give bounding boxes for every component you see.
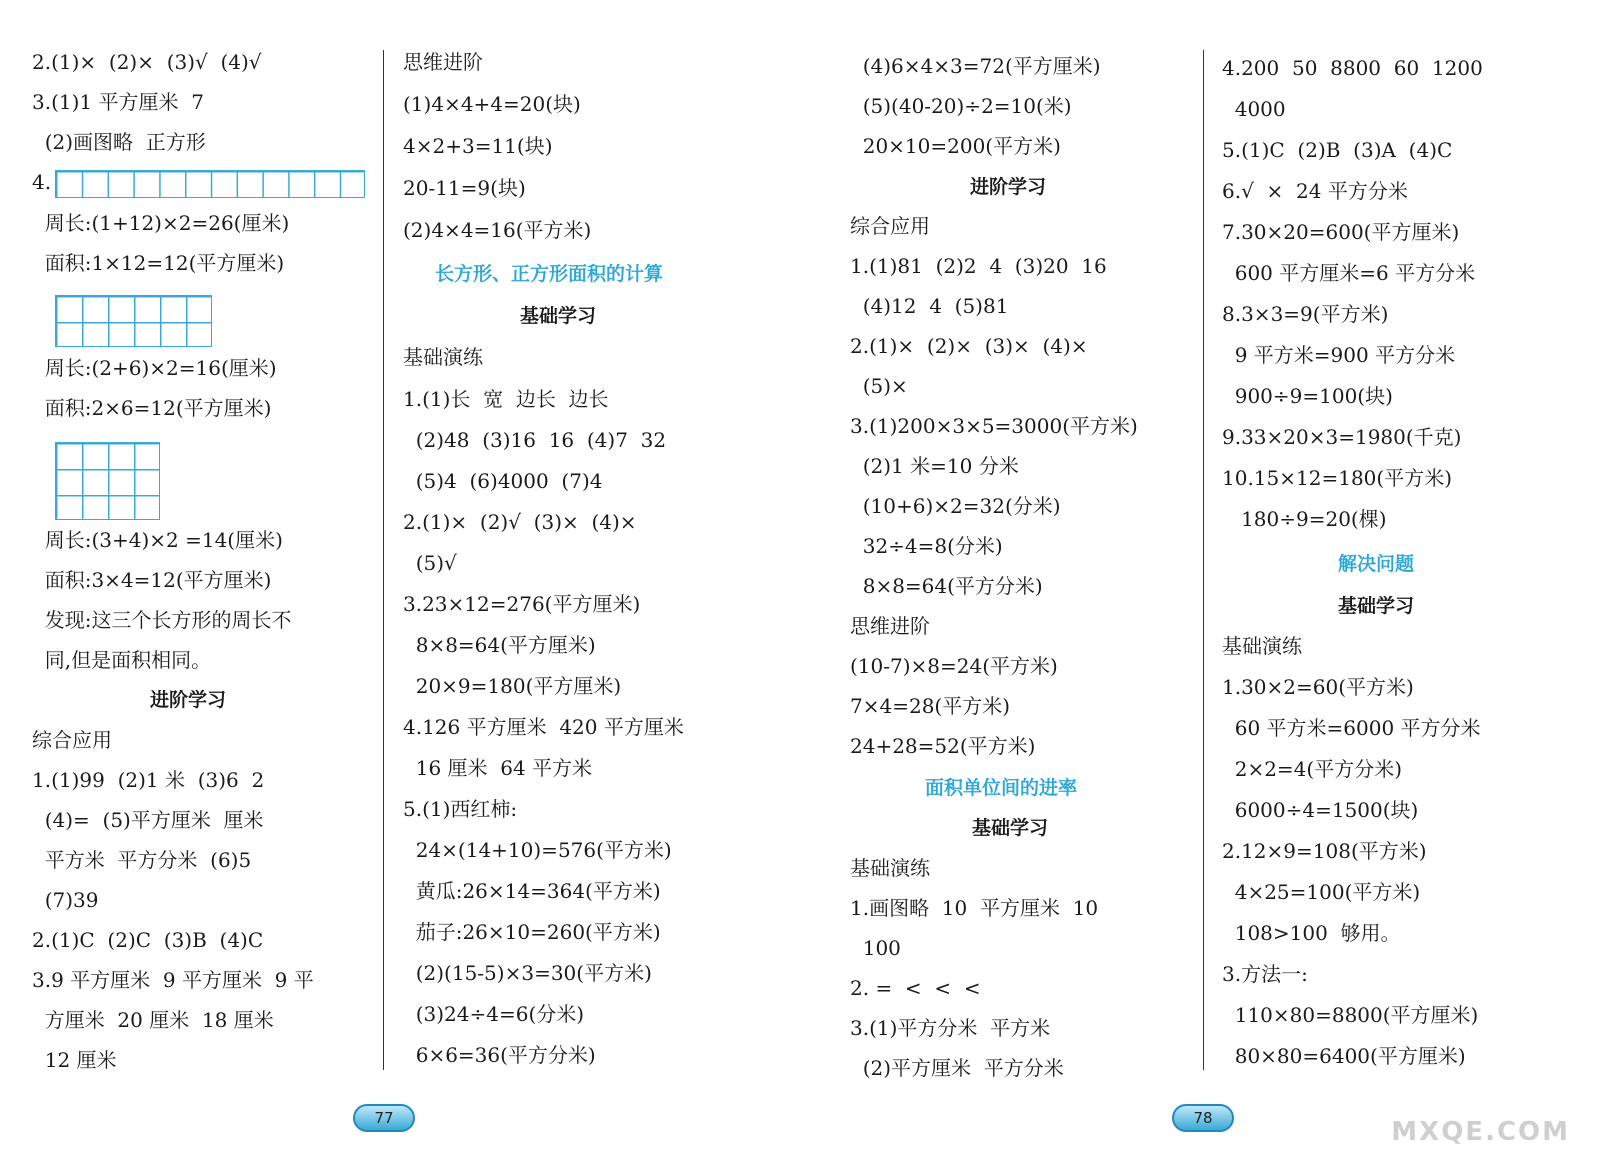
text-line: 思维进阶 [850, 614, 930, 638]
text-line: 3.(1)200×3×5=3000(平方米) [850, 414, 1138, 438]
text-line: (2)画图略 正方形 [32, 130, 206, 154]
section-heading: 长方形、正方形面积的计算 [435, 263, 664, 285]
text-line: (7)39 [32, 888, 99, 912]
grid-2x6 [55, 295, 212, 347]
section-heading: 面积单位间的进率 [925, 777, 1078, 799]
text-line: (2)48 (3)16 16 (4)7 32 [403, 428, 667, 452]
text-line: 8×8=64(平方分米) [850, 574, 1043, 598]
column-divider [383, 50, 384, 1070]
text-line: 20×9=180(平方厘米) [403, 674, 622, 698]
text-line: 7×4=28(平方米) [850, 694, 1011, 718]
text-line: 4×2+3=11(块) [403, 134, 553, 158]
text-line: 黄瓜:26×14=364(平方米) [403, 879, 661, 903]
text-line: 4000 [1222, 97, 1286, 121]
text-line: 12 厘米 [32, 1048, 117, 1072]
text-line: 2.(1)× (2)√ (3)× (4)× [403, 510, 637, 534]
section-heading: 基础学习 [520, 305, 597, 327]
text-line: 1.30×2=60(平方米) [1222, 675, 1414, 699]
text-line: 108>100 够用。 [1222, 921, 1401, 945]
text-line: 8.3×3=9(平方米) [1222, 302, 1389, 326]
text-line: 180÷9=20(棵) [1222, 507, 1387, 531]
page-number-right: 78 [1172, 1104, 1234, 1132]
text-line: 面积:2×6=12(平方厘米) [32, 396, 272, 420]
text-line: 9 平方米=900 平方分米 [1222, 343, 1456, 367]
text-line: 110×80=8800(平方厘米) [1222, 1003, 1479, 1027]
text-line: (4)6×4×3=72(平方厘米) [850, 54, 1101, 78]
text-line: 16 厘米 64 平方米 [403, 756, 593, 780]
grid-3x4 [55, 442, 160, 520]
text-line: 综合应用 [32, 728, 112, 752]
text-line: 1.(1)长 宽 边长 边长 [403, 387, 609, 411]
text-line: 24×(14+10)=576(平方米) [403, 838, 672, 862]
text-line: 2.(1)× (2)× (3)√ (4)√ [32, 50, 262, 74]
text-line: 5.(1)西红柿: [403, 797, 518, 821]
section-heading: 解决问题 [1338, 553, 1415, 575]
text-line: 32÷4=8(分米) [850, 534, 1003, 558]
section-heading: 基础学习 [1338, 595, 1415, 617]
text-line: 60 平方米=6000 平方分米 [1222, 716, 1481, 740]
text-line: 3.方法一: [1222, 962, 1308, 986]
text-line: 基础演练 [1222, 634, 1302, 658]
text-line: 综合应用 [850, 214, 930, 238]
text-line: 7.30×20=600(平方厘米) [1222, 220, 1460, 244]
text-line: 1.画图略 10 平方厘米 10 [850, 896, 1099, 920]
section-heading: 进阶学习 [150, 689, 227, 711]
text-line: 3.(1)1 平方厘米 7 [32, 90, 204, 114]
text-line: (3)24÷4=6(分米) [403, 1002, 585, 1026]
text-line: (10+6)×2=32(分米) [850, 494, 1061, 518]
text-line: 同,但是面积相同。 [32, 648, 212, 672]
text-line: 6.√ × 24 平方分米 [1222, 179, 1408, 203]
text-line: (2)4×4=16(平方米) [403, 218, 592, 242]
text-line: 基础演练 [850, 856, 930, 880]
text-line: 8×8=64(平方厘米) [403, 633, 596, 657]
text-line: 100 [850, 936, 901, 960]
grid-1x12 [55, 170, 365, 198]
text-line: 发现:这三个长方形的周长不 [32, 608, 292, 632]
text-line: 9.33×20×3=1980(千克) [1222, 425, 1462, 449]
text-line: (10-7)×8=24(平方米) [850, 654, 1058, 678]
text-line: 4.200 50 8800 60 1200 [1222, 56, 1483, 80]
text-line: 周长:(2+6)×2=16(厘米) [32, 356, 277, 380]
text-line: 2.(1)C (2)C (3)B (4)C [32, 928, 264, 952]
text-line: 6000÷4=1500(块) [1222, 798, 1419, 822]
text-line: 10.15×12=180(平方米) [1222, 466, 1452, 490]
text-line: 3.23×12=276(平方厘米) [403, 592, 641, 616]
text-line: (4)12 4 (5)81 [850, 294, 1009, 318]
text-line: 1.(1)81 (2)2 4 (3)20 16 [850, 254, 1107, 278]
text-line: 面积:1×12=12(平方厘米) [32, 251, 285, 275]
text-line: 2. = < < < [850, 976, 981, 1000]
text-line: (2)1 米=10 分米 [850, 454, 1019, 478]
text-line: 周长:(3+4)×2 =14(厘米) [32, 528, 283, 552]
text-line: 600 平方厘米=6 平方分米 [1222, 261, 1476, 285]
page-number-left: 77 [353, 1104, 415, 1132]
text-line: (5)(40-20)÷2=10(米) [850, 94, 1072, 118]
text-line: 24+28=52(平方米) [850, 734, 1036, 758]
text-line: 3.(1)平方分米 平方米 [850, 1016, 1051, 1040]
section-heading: 进阶学习 [970, 176, 1047, 198]
watermark: MXQE.COM [1391, 1117, 1570, 1147]
text-line: 2.(1)× (2)× (3)× (4)× [850, 334, 1088, 358]
text-line: 4×25=100(平方米) [1222, 880, 1421, 904]
text-line: 2.12×9=108(平方米) [1222, 839, 1427, 863]
text-line: (4)= (5)平方厘米 厘米 [32, 808, 264, 832]
text-line: 900÷9=100(块) [1222, 384, 1393, 408]
text-line: 20-11=9(块) [403, 176, 526, 200]
text-line: 面积:3×4=12(平方厘米) [32, 568, 272, 592]
text-line: 3.9 平方厘米 9 平方厘米 9 平 [32, 968, 314, 992]
text-line: (2)平方厘米 平方分米 [850, 1056, 1064, 1080]
text-line: 周长:(1+12)×2=26(厘米) [32, 211, 290, 235]
text-line: (5)√ [403, 551, 457, 575]
column-divider [1203, 50, 1204, 1070]
text-line: (2)(15-5)×3=30(平方米) [403, 961, 652, 985]
text-line: (1)4×4+4=20(块) [403, 92, 581, 116]
text-line: 80×80=6400(平方厘米) [1222, 1044, 1466, 1068]
text-line: 茄子:26×10=260(平方米) [403, 920, 661, 944]
text-line: 平方米 平方分米 (6)5 [32, 848, 252, 872]
text-line: 2×2=4(平方分米) [1222, 757, 1403, 781]
text-line: 方厘米 20 厘米 18 厘米 [32, 1008, 274, 1032]
text-line: 20×10=200(平方米) [850, 134, 1061, 158]
text-line: (5)4 (6)4000 (7)4 [403, 469, 603, 493]
text-line: 基础演练 [403, 345, 483, 369]
text-line: 1.(1)99 (2)1 米 (3)6 2 [32, 768, 265, 792]
text-line: 5.(1)C (2)B (3)A (4)C [1222, 138, 1453, 162]
section-heading: 基础学习 [972, 817, 1049, 839]
text-line: (5)× [850, 374, 908, 398]
text-line: 思维进阶 [403, 50, 483, 74]
text-line: 6×6=36(平方分米) [403, 1043, 596, 1067]
text-line: 4.126 平方厘米 420 平方厘米 [403, 715, 684, 739]
text-line: 4. [32, 170, 52, 194]
